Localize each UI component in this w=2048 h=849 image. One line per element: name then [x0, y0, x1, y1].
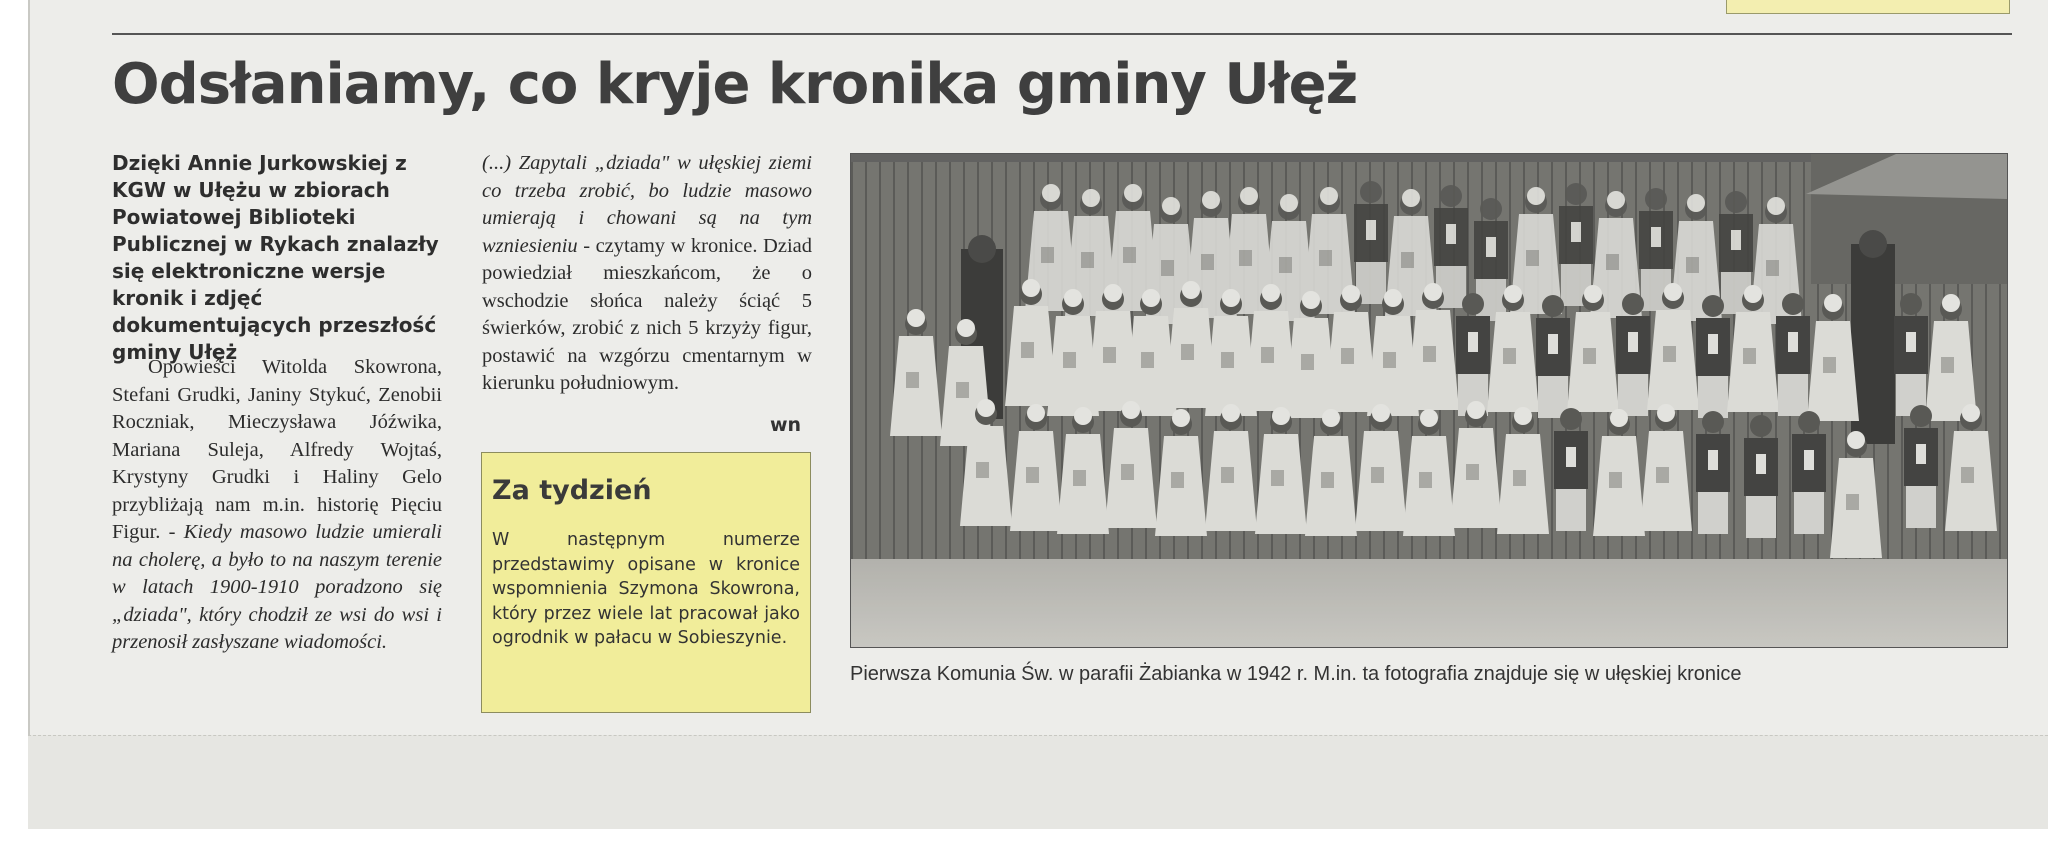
author-signature: wn — [770, 414, 802, 436]
box-text: W następnym numerze przedstawimy opisane w kronice wspomnienia Szymona Skowrona, który przez wiele lat pracował jako ogrodnik w pałacu w Sobieszynie. — [492, 530, 800, 648]
next-week-box — [481, 452, 811, 713]
page-edge — [28, 0, 30, 828]
article-column-1 — [112, 354, 442, 657]
article-lead: Dzięki Annie Jurkowskiej z KGW w Ułężu w zbiorach Powiatowej Biblioteki Publicznej w Rykach znalazły się elektroniczne wersje kronik i zdjęć dokumentujących przeszłość gminy Ułęż — [112, 151, 439, 364]
column-1-text: Opowieści Witolda Skowrona, Stefani Grudki, Janiny Stykuć, Zenobii Roczniak, Mieczysława Jóźwika, Mariana Suleja, Alfredy Wojtaś, Krystyny Grudki i Haliny Gelo przybliżają nam m.in. historię Pięciu Figur. - — [112, 356, 442, 543]
column-2-quote: (...) Zapytali „dziada" w ułęskiej ziemi co trzeba zrobić, bo ludzie masowo umierają i chowani są na tym wzniesieniu — [482, 152, 812, 257]
header-rule — [112, 33, 2012, 35]
group-photo-image — [851, 154, 2008, 648]
column-2-text: - czytamy w kronice. Dziad powiedział mieszkańcom, że o wschodzie słońca należy ściąć 5 świerków, zrobić z nich 5 krzyży figur, postawić na wzgórzu cmentarnym w kierunku południowym. — [482, 234, 812, 394]
top-yellow-box-fragment — [1726, 0, 2010, 14]
box-title: Za tydzień — [492, 475, 652, 506]
communion-photo — [850, 153, 2008, 648]
page-bottom-fold — [28, 735, 2048, 829]
article-headline: Odsłaniamy, co kryje kronika gminy Ułęż — [112, 52, 1358, 117]
photo-caption: Pierwsza Komunia Św. w parafii Żabianka w 1942 r. M.in. ta fotografia znajduje się w ułęskiej kronice — [850, 663, 1742, 685]
article-column-2 — [482, 150, 812, 398]
column-1-quote: Kiedy masowo ludzie umierali na cholerę, a było to na naszym terenie w latach 1900-1910 poradzono się „dziada", który chodził ze wsi do wsi i przenosił zasłyszane wiadomości. — [112, 521, 443, 653]
